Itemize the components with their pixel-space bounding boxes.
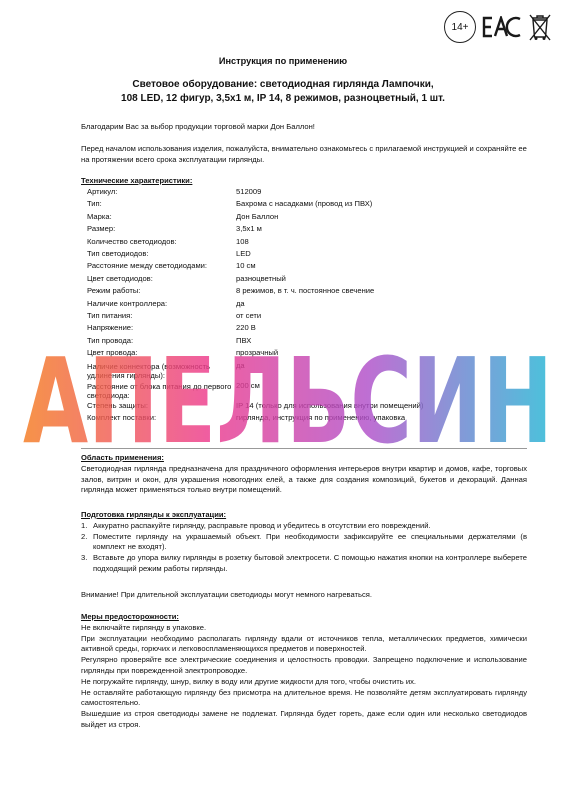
spec-value: 108: [236, 236, 249, 246]
spec-row: [81, 347, 527, 359]
usage-section: [81, 453, 527, 496]
product-title: [40, 78, 526, 106]
spec-key: Тип провода:: [87, 335, 134, 345]
spec-key: Тип питания:: [87, 311, 133, 321]
precaution-item: Не оставляйте работающую гирлянду без присмотра на длительное время. Не позволяйте детям эксплуатировать гирлянду самостоятельно.: [81, 687, 527, 708]
spec-key: Тип светодиодов:: [87, 249, 149, 259]
spec-value: LED: [236, 249, 251, 259]
spec-value: ПВХ: [236, 335, 252, 345]
spec-row: [81, 198, 527, 210]
precaution-item: Вышедшие из строя светодиоды замене не подлежат. Гирлянда будет гореть, даже если один или несколько светодиодов выйдет из строя.: [81, 709, 527, 729]
precautions-heading: Меры предосторожности:: [81, 612, 179, 621]
spec-row: [81, 211, 527, 223]
spec-value: 200 см: [236, 380, 260, 390]
precaution-item: Не включайте гирлянду в упаковке.: [81, 622, 207, 632]
prep-item-text: Аккуратно распакуйте гирлянду, расправьте провод и убедитесь в отсутствии его повреждений.: [93, 520, 431, 530]
spec-value: да: [236, 360, 245, 370]
spec-value: прозрачный: [236, 348, 279, 358]
spec-value: Бахрома с насадками (провод из ПВХ): [236, 199, 373, 209]
spec-row: [81, 322, 527, 334]
prep-item: [81, 553, 527, 575]
age-rating-badge: 14+: [444, 11, 476, 43]
spec-row: [81, 412, 527, 424]
product-title-line-2: 108 LED, 12 фигур, 3,5х1 м, IP 14, 8 режимов, разноцветный, 1 шт.: [121, 93, 445, 104]
spec-key: Артикул:: [87, 187, 118, 196]
spec-row: [81, 298, 527, 310]
spec-key: Цвет светодиодов:: [87, 273, 153, 283]
spec-row: [81, 236, 527, 248]
spec-key: Цвет провода:: [87, 348, 138, 358]
spec-row: [81, 248, 527, 260]
eac-logo-icon: [482, 16, 522, 38]
prep-item-number: 3.: [81, 553, 88, 563]
prep-list: [81, 521, 527, 575]
prep-item-number: 2.: [81, 531, 88, 541]
spec-row: [81, 285, 527, 297]
usage-heading: Область применения:: [81, 453, 164, 462]
crossed-bin-icon: [528, 12, 552, 42]
spec-key: Напряжение:: [87, 323, 134, 333]
prep-item-text: Вставьте до упора вилку гирлянды в розетку бытовой электросети. С помощью нажатия кнопки на контроллере выберете подходящий режим работы гирлянды.: [93, 553, 527, 573]
spec-key: Наличие контроллера:: [87, 298, 168, 308]
spec-value: разноцветный: [236, 273, 286, 283]
prep-heading: Подготовка гирлянды к эксплуатации:: [81, 510, 227, 519]
precaution-item: Не погружайте гирлянду, шнур, вилку в воду или другие жидкости для того, чтобы очистить их.: [81, 676, 417, 686]
spec-value: да: [236, 298, 245, 308]
spec-value: 512009: [236, 187, 262, 196]
precaution-item: Регулярно проверяйте все электрические соединения и целостность проводки. Запрещено подключение и использование гирлянды при поврежденной электропроводке.: [81, 655, 527, 675]
specs-section: [81, 176, 527, 425]
spec-key: Размер:: [87, 224, 116, 234]
usage-text: Светодиодная гирлянда предназначена для праздничного оформления интерьеров внутри квартир и домов, кафе, торговых залов, витрин и окон, для украшения новогодних елей, а также для создания композиций, букетов и декораций. Данная гирлянда может применяться только внутри помещений.: [81, 463, 527, 495]
spec-row: [81, 273, 527, 285]
spec-row: [81, 360, 527, 380]
spec-row: [81, 335, 527, 347]
spec-value: 220 В: [236, 323, 256, 333]
spec-value: от сети: [236, 311, 262, 321]
spec-row: [81, 260, 527, 272]
spec-key: Количество светодиодов:: [87, 236, 177, 246]
divider: [81, 448, 527, 449]
spec-value: Дон Баллон: [236, 211, 279, 221]
precaution-item: При эксплуатации необходимо располагать гирлянду вдали от источников тепла, металлических предметов, химически активной среды, горючих и легковоспламеняющихся предметов и поверхностей.: [81, 633, 527, 654]
spec-key: Степень защиты:: [87, 400, 148, 410]
certification-marks: [444, 10, 552, 44]
spec-key: Режим работы:: [87, 286, 141, 296]
spec-row: [81, 310, 527, 322]
prep-item-text: Поместите гирлянду на украшаемый объект. При необходимости зафиксируйте ее специальными держателями (в комплект не входят).: [93, 531, 527, 552]
spec-value: 8 режимов, в т. ч. постоянное свечение: [236, 286, 375, 296]
spec-row: [81, 400, 527, 412]
precautions-section: [81, 612, 527, 731]
spec-row: [81, 186, 527, 198]
spec-value: 10 см: [236, 261, 256, 271]
thanks-text: Благодарим Вас за выбор продукции торговой марки Дон Баллон!: [81, 122, 315, 131]
prep-item: [81, 532, 527, 554]
product-title-line-1: Световое оборудование: светодиодная гирлянда Лампочки,: [132, 79, 434, 90]
spec-key: Расстояние от блока питания до первого светодиода:: [87, 381, 232, 400]
attention-text: Внимание! При длительной эксплуатации светодиоды могут немного нагреваться.: [81, 590, 373, 599]
spec-key: Комплект поставки:: [87, 413, 157, 423]
spec-value: IP 14 (только для использования внутри помещений): [236, 400, 424, 410]
spec-key: Тип:: [87, 199, 102, 209]
spec-key: Расстояние между светодиодами:: [87, 261, 208, 271]
spec-key: Наличие коннектора (возможность удлинения гирлянды):: [87, 361, 210, 380]
document-title: Инструкция по применению: [218, 56, 348, 66]
spec-value: 3,5х1 м: [236, 224, 262, 234]
precautions-list: [81, 623, 527, 731]
specs-table: [81, 186, 527, 425]
prep-item: [81, 521, 527, 532]
prep-section: [81, 510, 527, 575]
prep-item-number: 1.: [81, 520, 88, 530]
watermark-text: АПЕЛЬСИН: [23, 338, 553, 458]
specs-heading: Технические характеристики:: [81, 176, 193, 185]
spec-key: Марка:: [87, 211, 112, 221]
intro-text: Перед началом использования изделия, пожалуйста, внимательно ознакомьтесь с прилагаемой инструкцией и сохраняйте ее на протяжении всего срока эксплуатации гирлянды.: [81, 144, 527, 164]
spec-value: гирлянда, инструкция по применению, упаковка: [236, 413, 406, 423]
spec-row: [81, 380, 527, 400]
spec-row: [81, 223, 527, 235]
